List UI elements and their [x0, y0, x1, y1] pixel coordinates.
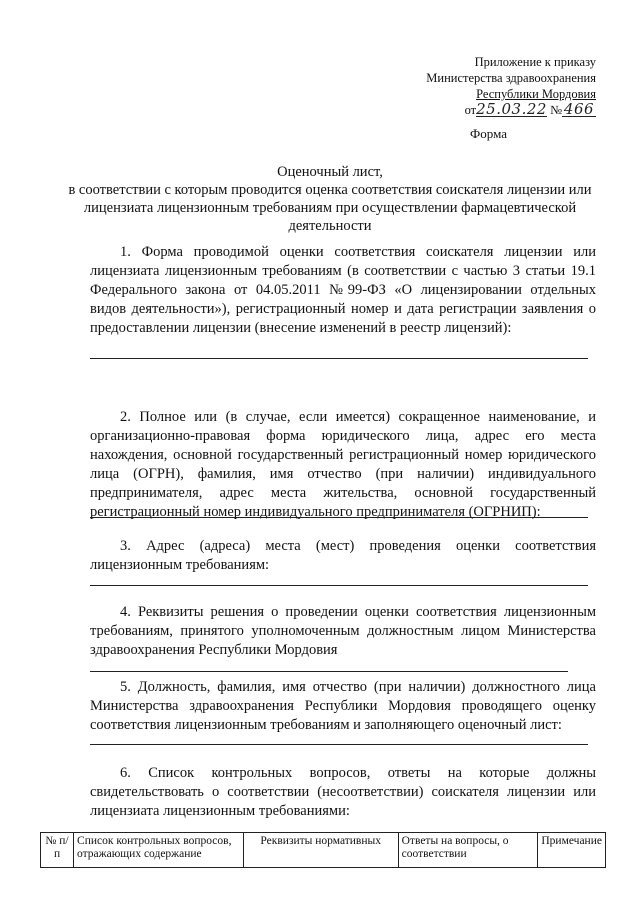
handwritten-date: 25.03.22 [476, 100, 547, 118]
section-1-fill-line [90, 358, 588, 359]
handwritten-number: 466 [563, 100, 595, 118]
date-prefix: от [464, 103, 477, 117]
section-2-fill-line [90, 517, 588, 518]
title-line-1: Оценочный лист, [277, 164, 383, 180]
table-header-answers: Ответы на вопросы, о соответствии [398, 833, 538, 868]
appendix-line-1: Приложение к приказу [474, 55, 596, 69]
section-3 [90, 537, 596, 575]
section-6 [90, 764, 596, 821]
table-header-requisites: Реквизиты нормативных [243, 833, 398, 868]
section-1-text: 1. Форма проводимой оценки соответствия соискателя лицензии или лицензиата лицензионным требованиям (в соответствии с частью 3 статьи 19.1 Федерального закона от 04.05.2011 №99-ФЗ «О лицензировании отдельных видов деятельности»), регистрационный номер и дата регистрации заявления о предоставлении лицензии (внесение изменений в реестр лицензий): [90, 244, 596, 336]
table-header-notes: Примечание [538, 833, 606, 868]
appendix-line-3: Республики Мордовия [476, 87, 596, 101]
section-5-text: 5. Должность, фамилия, имя отчество (при наличии) должностного лица Министерства здравоохранения Республики Мордовия проводящего оценку соответствия лицензионным требованиям и заполняющего оценочный лист: [90, 679, 596, 733]
form-label: Форма [470, 126, 507, 141]
table-header-row [41, 833, 606, 868]
table-header-questions: Список контрольных вопросов, отражающих содержание [74, 833, 244, 868]
checklist-table [40, 832, 606, 868]
section-2 [90, 408, 596, 522]
section-6-text: 6. Список контрольных вопросов, ответы на которые должны свидетельствовать о соответствии (несоответствии) соискателя лицензии или лицензиата лицензионным требованиями: [90, 765, 596, 819]
appendix-block [426, 54, 596, 118]
section-4-text: 4. Реквизиты решения о проведении оценки соответствия лицензионным требованиям, принятого уполномоченным должностным лицом Министерства здравоохранения Республики Мордовия [90, 604, 596, 658]
section-3-text: 3. Адрес (адреса) места (мест) проведения оценки соответствия лицензионным требованиям: [90, 538, 596, 573]
section-5 [90, 678, 596, 735]
section-4-fill-line [90, 671, 568, 672]
section-2-text: 2. Полное или (в случае, если имеется) сокращенное наименование, и организационно-правовая форма юридического лица, адрес его места нахождения, основной государственный регистрационный номер юридического лица (ОГРН), фамилия, имя отчество (при наличии) индивидуального предпринимателя, адрес места жительства, основной государственный регистрационный номер индивидуального предпринимателя (ОГРНИП): [90, 409, 596, 520]
order-date-line [465, 102, 596, 118]
section-3-fill-line [90, 585, 588, 586]
number-prefix: № [550, 103, 562, 117]
section-1 [90, 243, 596, 338]
title-line-2: в соответствии с которым проводится оценка соответствия соискателя лицензии или лицензиата лицензионным требованиям при осуществлении фармацевтической деятельности [68, 182, 592, 234]
table-header-number: № п/п [41, 833, 74, 868]
document-title [60, 163, 600, 235]
section-4 [90, 603, 596, 660]
appendix-line-2: Министерства здравоохранения [426, 71, 596, 85]
section-5-fill-line [90, 744, 588, 745]
